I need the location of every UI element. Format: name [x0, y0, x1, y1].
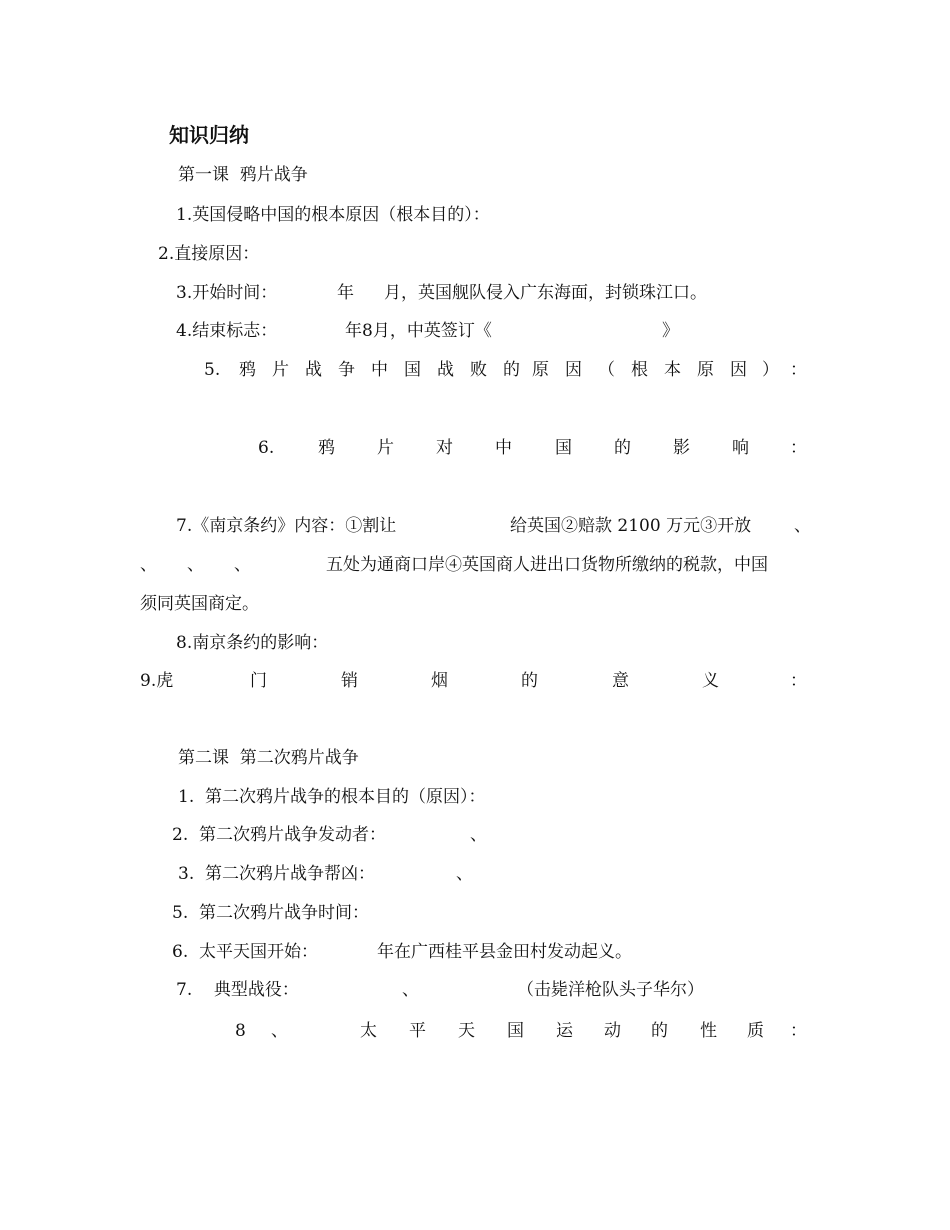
lesson2-q3-mark: 、: [456, 864, 473, 884]
lesson1-q3-label: 3.开始时间：: [176, 283, 278, 303]
q8-char: 运: [556, 1021, 573, 1041]
q5-char: 原: [532, 360, 549, 380]
q5-char: 国: [404, 360, 421, 380]
q5-char: 5.: [204, 360, 221, 380]
lesson2-q3-label: 3. 第二次鸦片战争帮凶：: [178, 864, 376, 884]
q5-char: 中: [371, 360, 388, 380]
q5-char: ）: [762, 360, 779, 380]
q6-char: 对: [436, 438, 453, 458]
q5-char: 本: [664, 360, 681, 380]
lesson2-q2-label: 2. 第二次鸦片战争发动者：: [172, 825, 387, 845]
q6-char: 国: [555, 438, 572, 458]
lesson1-q7-line3: 须同英国商定。: [140, 594, 259, 614]
q7-mark: 、: [187, 555, 204, 575]
q9-char: ：: [790, 671, 807, 691]
q9-char: 的: [521, 671, 538, 691]
q6-char: 影: [673, 438, 690, 458]
lesson1-q8: 8.南京条约的影响：: [176, 633, 329, 653]
q5-char: 因: [565, 360, 582, 380]
q5-char: 原: [697, 360, 714, 380]
q8-char: 的: [651, 1021, 668, 1041]
lesson1-q7-a: 7.《南京条约》内容：①割让: [176, 516, 397, 536]
q9-char: 销: [341, 671, 358, 691]
lesson1-q4-close: 》: [662, 321, 679, 341]
q6-char: 鸦: [318, 438, 335, 458]
q8-char: 太: [360, 1021, 377, 1041]
q5-char: 争: [338, 360, 355, 380]
q8-char: 性: [700, 1021, 717, 1041]
q8-char: 质: [747, 1021, 764, 1041]
q6-char: 6.: [258, 438, 275, 458]
q6-char: 片: [377, 438, 394, 458]
q9-char: 义: [702, 671, 719, 691]
lesson1-q3-text: 月，英国舰队侵入广东海面，封锁珠江口。: [384, 283, 707, 303]
q9-char: 烟: [431, 671, 448, 691]
lesson1-q2: 2.直接原因：: [158, 244, 260, 264]
lesson2-q5: 5. 第二次鸦片战争时间：: [172, 903, 370, 923]
lesson2-q6-text: 年在广西桂平县金田村发动起义。: [377, 942, 632, 962]
q5-char: （: [598, 360, 615, 380]
q8-char: 天: [458, 1021, 475, 1041]
q5-char: 因: [730, 360, 747, 380]
lesson1-q7-c: 、: [794, 516, 811, 536]
q7-mark: 、: [140, 555, 157, 575]
q5-char: ：: [790, 360, 807, 380]
q9-char: 9.虎: [140, 671, 174, 691]
lesson2-q7-label: 7. 典型战役：: [176, 980, 299, 1000]
q7-mark: 、: [234, 555, 251, 575]
lesson2-q2-mark: 、: [470, 825, 487, 845]
lesson2-title: 第二课 第二次鸦片战争: [178, 748, 359, 768]
q8-char: 8: [235, 1021, 246, 1041]
q8-char: ：: [790, 1021, 807, 1041]
lesson2-q7-mark: 、: [402, 980, 419, 1000]
q6-char: 中: [495, 438, 512, 458]
lesson1-q4-text: 年8月，中英签订《: [345, 321, 492, 341]
q5-char: 鸦: [239, 360, 256, 380]
page-title: 知识归纳: [169, 123, 249, 147]
lesson1-title: 第一课 鸦片战争: [178, 165, 308, 185]
q5-char: 战: [437, 360, 454, 380]
q8-char: 、: [271, 1021, 288, 1041]
q6-char: ：: [790, 438, 807, 458]
q8-char: 国: [507, 1021, 524, 1041]
lesson2-q6-label: 6. 太平天国开始：: [172, 942, 319, 962]
q5-char: 败: [470, 360, 487, 380]
lesson1-q3-year: 年: [337, 283, 354, 303]
lesson1-q1: 1.英国侵略中国的根本原因（根本目的）：: [176, 205, 490, 225]
q9-char: 门: [250, 671, 267, 691]
q5-char: 战: [305, 360, 322, 380]
q8-char: 平: [409, 1021, 426, 1041]
lesson2-q7-note: （击毙洋枪队头子华尔）: [517, 980, 704, 1000]
q8-char: 动: [604, 1021, 621, 1041]
lesson2-q1: 1. 第二次鸦片战争的根本目的（原因）：: [178, 787, 486, 807]
lesson1-q4-label: 4.结束标志：: [176, 321, 278, 341]
q5-char: 根: [631, 360, 648, 380]
lesson1-q7-line2: 五处为通商口岸④英国商人进出口货物所缴纳的税款，中国: [326, 555, 768, 575]
q6-char: 响: [732, 438, 749, 458]
lesson1-q7-b: 给英国②赔款 2100 万元③开放: [510, 516, 752, 536]
q6-char: 的: [614, 438, 631, 458]
q5-char: 片: [272, 360, 289, 380]
q9-char: 意: [612, 671, 629, 691]
q5-char: 的: [503, 360, 520, 380]
